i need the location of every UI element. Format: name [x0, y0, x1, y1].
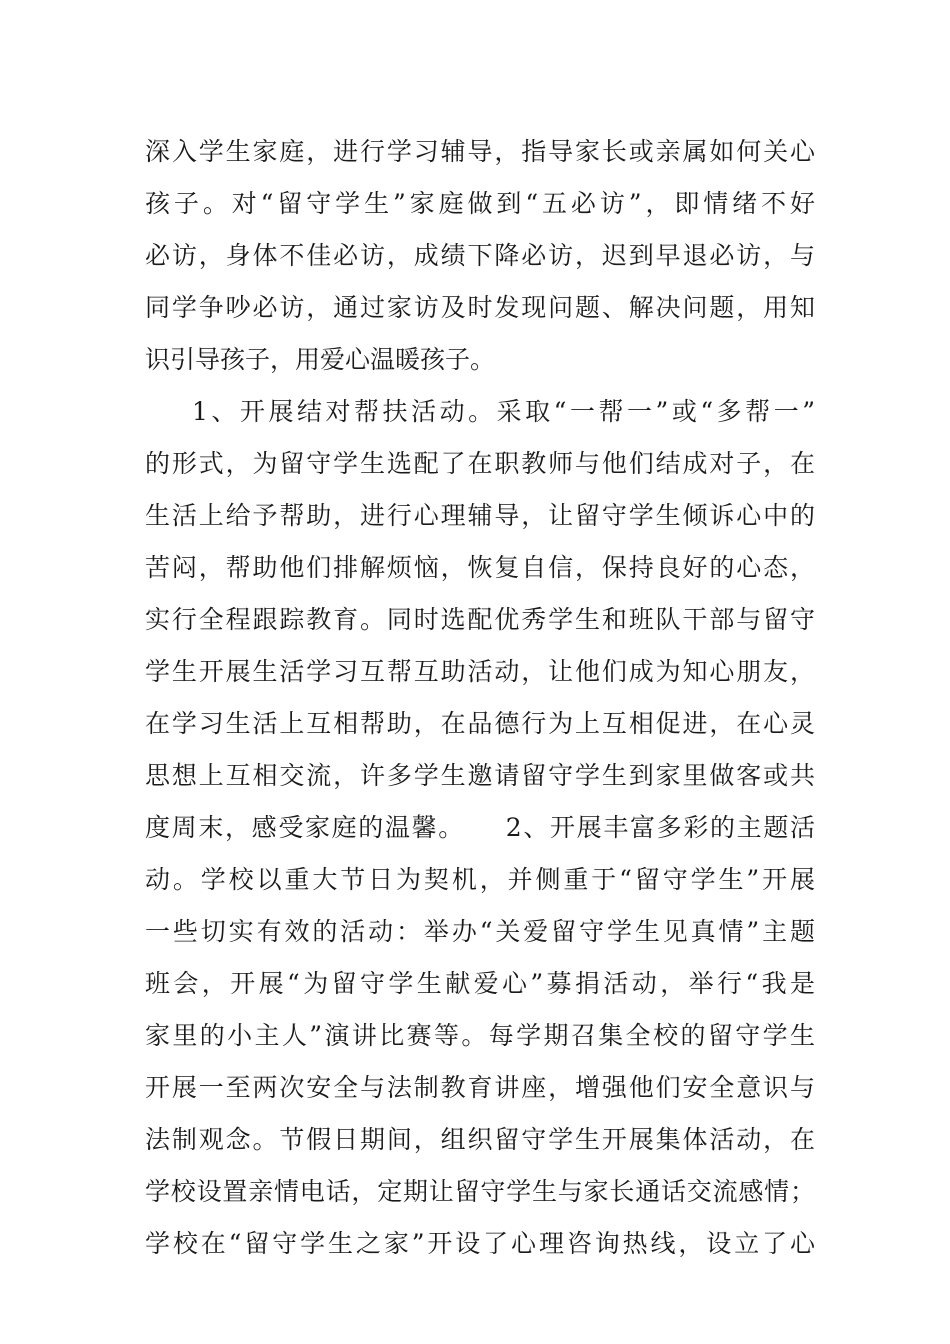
text-line: 深入学生家庭，进行学习辅导，指导家长或亲属如何关心	[145, 137, 815, 166]
text-line: 同学争吵必访，通过家访及时发现问题、解决问题，用知	[145, 293, 815, 322]
text-line: 一些切实有效的活动：举办“关爱留守学生见真情”主题	[145, 917, 815, 946]
text-line: 孩子。对“留守学生”家庭做到“五必访”，即情绪不好	[145, 189, 815, 218]
text-line: 生活上给予帮助，进行心理辅导，让留守学生倾诉心中的	[145, 501, 815, 530]
text-line: 苦闷，帮助他们排解烦恼，恢复自信，保持良好的心态，	[145, 553, 815, 582]
text-line: 的形式，为留守学生选配了在职教师与他们结成对子，在	[145, 449, 815, 478]
text-line: 实行全程跟踪教育。同时选配优秀学生和班队干部与留守	[145, 605, 815, 634]
text-line: 家里的小主人”演讲比赛等。每学期召集全校的留守学生	[145, 1021, 815, 1050]
text-line: 学校设置亲情电话，定期让留守学生与家长通话交流感情；	[145, 1177, 815, 1206]
text-line: 思想上互相交流，许多学生邀请留守学生到家里做客或共	[145, 761, 815, 790]
text-line: 识引导孩子，用爱心温暖孩子。	[145, 345, 496, 374]
text-line: 动。学校以重大节日为契机，并侧重于“留守学生”开展	[145, 865, 815, 894]
text-line: 在学习生活上互相帮助，在品德行为上互相促进，在心灵	[145, 709, 815, 738]
text-line: 学校在“留守学生之家”开设了心理咨询热线，设立了心	[145, 1229, 815, 1258]
text-line: 学生开展生活学习互帮互助活动，让他们成为知心朋友，	[145, 657, 815, 686]
body-text	[145, 126, 815, 1270]
text-line: 班会，开展“为留守学生献爱心”募捐活动，举行“我是	[145, 969, 815, 998]
text-line: 度周末，感受家庭的温馨。 2、开展丰富多彩的主题活	[145, 813, 815, 842]
text-line: 法制观念。节假日期间，组织留守学生开展集体活动，在	[145, 1125, 815, 1154]
text-line: 1、开展结对帮扶活动。采取“一帮一”或“多帮一”	[192, 397, 815, 426]
text-line: 必访，身体不佳必访，成绩下降必访，迟到早退必访，与	[145, 241, 815, 270]
text-line: 开展一至两次安全与法制教育讲座，增强他们安全意识与	[145, 1073, 815, 1102]
